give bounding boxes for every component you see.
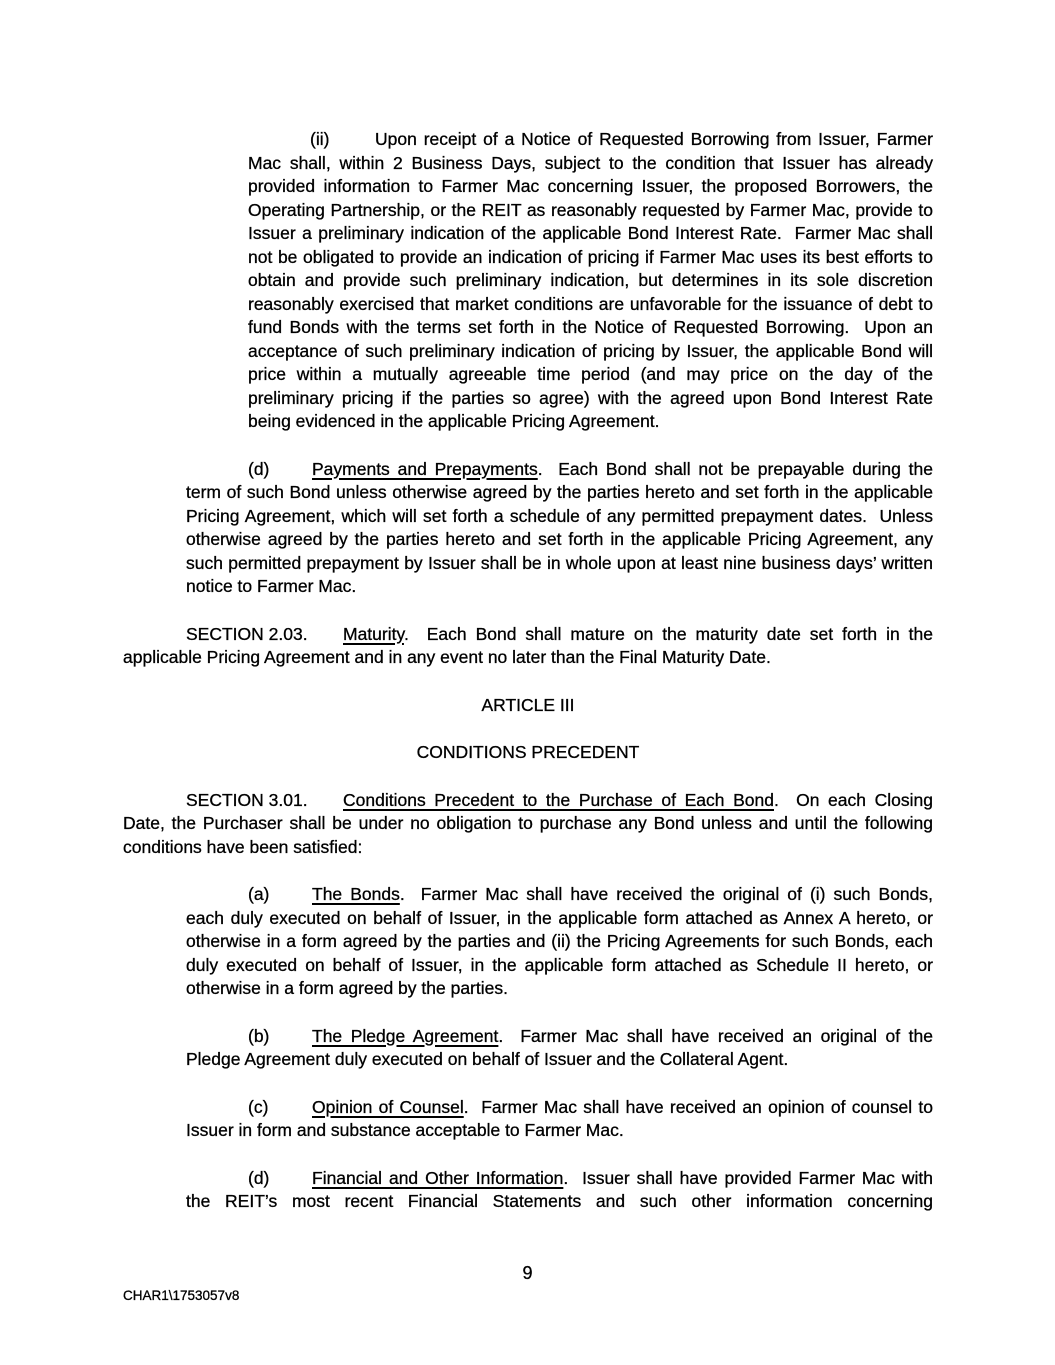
section-3-01 xyxy=(123,789,933,860)
paragraph-ii xyxy=(248,128,933,434)
document-id-footer: CHAR1\1753057v8 xyxy=(123,1288,240,1303)
section-2-03-label: SECTION 2.03. xyxy=(186,623,308,644)
item-a-text: . Farmer Mac shall have received the original of (i) such Bonds, each duly executed on behalf of Issuer, in the applicable form attached as Annex A hereto, or otherwise in a form agreed by the parties and (ii) the Pricing Agreements for such Bonds, each duly executed on behalf of Issuer, in the applicable form attached as Schedule II hereto, or otherwise in a form agreed by the parties. xyxy=(186,884,934,998)
clause-label-ii: (ii) xyxy=(310,129,330,149)
section-2-03 xyxy=(123,623,933,670)
item-a-the-bonds xyxy=(186,883,933,1001)
clause-d-heading: Payments and Prepayments xyxy=(312,458,538,479)
item-b-pledge-agreement xyxy=(186,1025,933,1072)
section-2-03-text: . Each Bond shall mature on the maturity date set forth in the applicable Pricing Agreement and in any event no later than the Final Maturity Date. xyxy=(123,623,933,667)
item-c-heading: Opinion of Counsel xyxy=(312,1096,464,1117)
item-a-label: (a) xyxy=(248,884,270,904)
document-body xyxy=(123,128,933,1214)
item-c-text: . Farmer Mac shall have received an opinion of counsel to Issuer in form and substance acceptable to Farmer Mac. xyxy=(186,1096,933,1140)
item-a-heading: The Bonds xyxy=(312,884,400,904)
paragraph-d-payments xyxy=(186,458,933,599)
item-b-text: . Farmer Mac shall have received an original of the Pledge Agreement duly executed on behalf of Issuer and the Collateral Agent. xyxy=(186,1025,933,1069)
clause-label-d: (d) xyxy=(248,458,270,479)
item-d-financial-information xyxy=(186,1167,933,1214)
conditions-precedent-heading: CONDITIONS PRECEDENT xyxy=(416,742,640,762)
item-d-text: . Issuer shall have provided Farmer Mac with the REIT’s most recent Financial Statements and such other information concerning xyxy=(186,1167,933,1211)
section-2-03-heading: Maturity xyxy=(343,623,404,644)
item-c-label: (c) xyxy=(248,1096,269,1117)
page-number: 9 xyxy=(522,1263,533,1283)
item-d-heading: Financial and Other Information xyxy=(312,1167,564,1188)
clause-d-text: . Each Bond shall not be prepayable during the term of such Bond unless otherwise agreed by the parties hereto and set forth in the applicable Pricing Agreement, which will set forth a schedule of any permitted prepayment dates. Unless otherwise agreed by the parties hereto and set forth in the applicable Pricing Agreement, any such permitted prepayment by Issuer shall be in whole upon at least nine business days’ written notice to Farmer Mac. xyxy=(186,458,933,596)
item-b-label: (b) xyxy=(248,1025,270,1046)
article-iii-heading: ARTICLE III xyxy=(481,694,575,715)
section-3-01-text: . On each Closing Date, the Purchaser shall be under no obligation to purchase any Bond unless and until the following conditions have been satisfied: xyxy=(123,789,933,857)
item-c-opinion-of-counsel xyxy=(186,1096,933,1143)
item-b-heading: The Pledge Agreement xyxy=(312,1025,499,1046)
section-3-01-heading: Conditions Precedent to the Purchase of Each Bond xyxy=(343,789,774,810)
clause-ii-text: Upon receipt of a Notice of Requested Borrowing from Issuer, Farmer Mac shall, within 2 Business Days, subject to the condition that Issuer has already provided information to Farmer Mac concerning Issuer, the proposed Borrowers, the Operating Partnership, or the REIT as reasonably requested by Farmer Mac, provide to Issuer a preliminary indication of the applicable Bond Interest Rate. Farmer Mac shall not be obligated to provide an indication of pricing if Farmer Mac uses its best efforts to obtain and provide such preliminary indication, but determines in its sole discretion reasonably exercised that market conditions are unfavorable for the issuance of debt to fund Bonds with the terms set forth in the Notice of Requested Borrowing. Upon an acceptance of such preliminary indication of pricing by Issuer, the applicable Bond will price within a mutually agreeable time period (and may price on the day of the preliminary pricing if the parties so agree) with the agreed upon Bond Interest Rate being evidenced in the applicable Pricing Agreement. xyxy=(248,129,933,431)
item-d-label: (d) xyxy=(248,1167,270,1188)
section-3-01-label: SECTION 3.01. xyxy=(186,789,308,810)
